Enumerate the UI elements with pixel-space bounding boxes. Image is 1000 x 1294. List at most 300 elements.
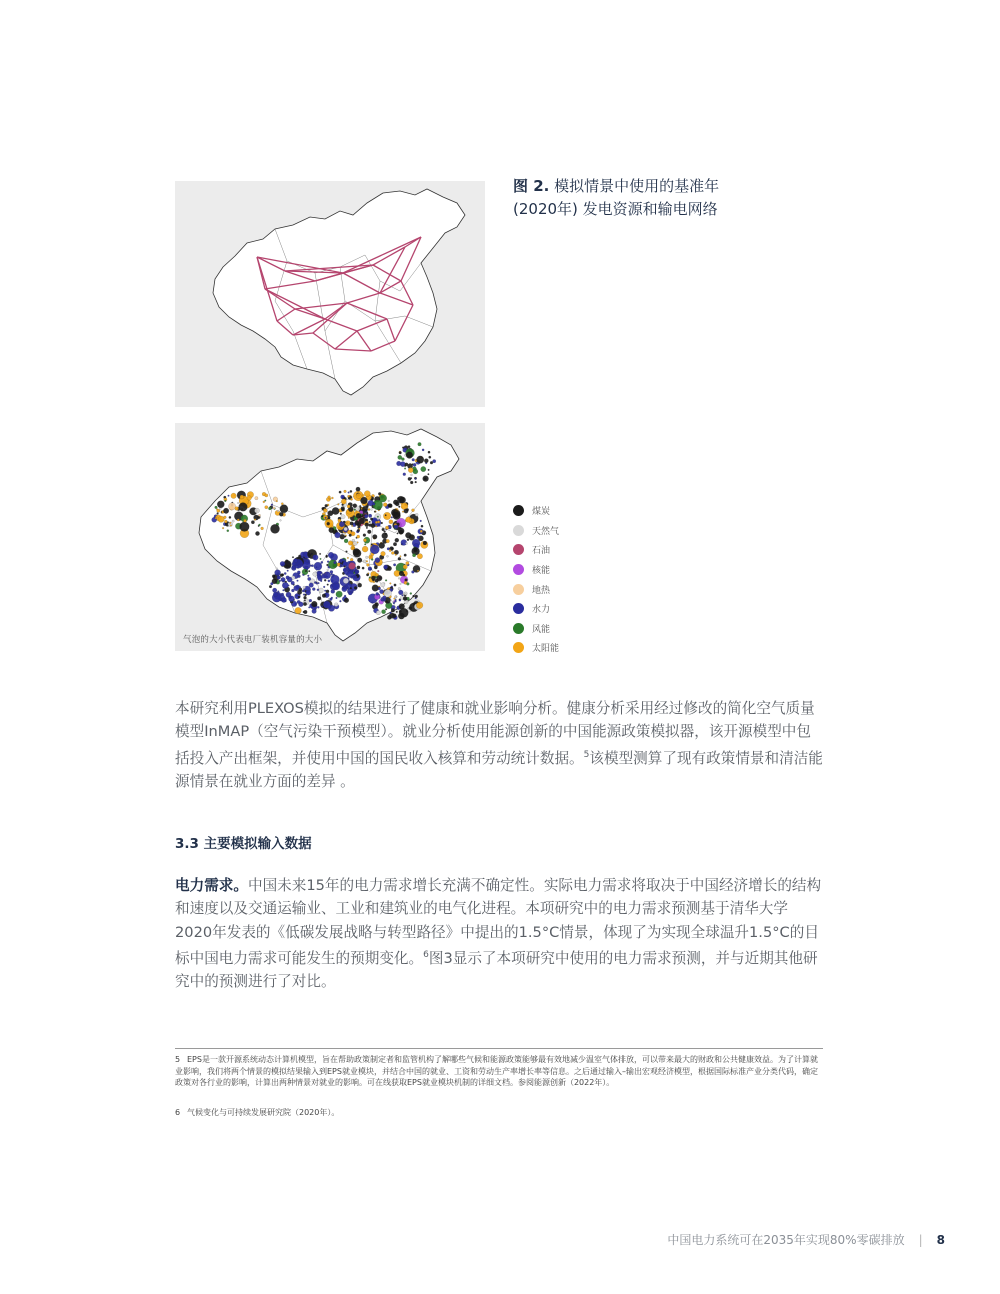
gas-dot: [280, 520, 282, 522]
coal-dot: [340, 513, 342, 515]
hydro-dot: [402, 594, 404, 596]
coal-dot: [350, 490, 352, 492]
coal-dot: [399, 497, 406, 504]
coal-dot: [223, 508, 229, 514]
coal-dot: [366, 527, 368, 529]
coal-dot: [329, 527, 334, 532]
coal-dot: [393, 500, 398, 505]
coal-dot: [217, 501, 224, 508]
coal-dot: [375, 579, 379, 583]
solar-dot: [235, 507, 239, 511]
gas-dot: [334, 603, 338, 607]
hydro-dot: [323, 601, 330, 608]
legend-item-oil: 石油: [513, 540, 559, 560]
solar-dot: [281, 503, 283, 505]
hydro-dot: [355, 570, 359, 574]
coal-dot: [399, 451, 402, 454]
hydro-dot: [342, 586, 347, 591]
coal-dot: [292, 556, 294, 558]
coal-dot: [288, 565, 290, 567]
solar-dot: [348, 541, 353, 546]
coal-dot: [270, 524, 279, 533]
wind-dot: [409, 449, 412, 452]
figure-label: 图 2.: [513, 177, 550, 195]
footnote-ref-5[interactable]: 5: [583, 749, 590, 760]
coal-dot: [428, 469, 430, 471]
china-map-outline-top: [175, 181, 485, 407]
coal-dot: [382, 528, 385, 531]
wind-dot: [215, 506, 218, 509]
coal-dot: [357, 566, 360, 569]
hydro-dot: [277, 591, 279, 593]
coal-icon: [513, 505, 524, 516]
hydro-dot: [313, 555, 319, 561]
legend-item-gas: 天然气: [513, 521, 559, 541]
coal-dot: [327, 522, 330, 525]
gas-dot: [415, 513, 418, 516]
coal-dot: [397, 533, 399, 535]
gas-dot: [371, 509, 373, 511]
coal-dot: [240, 522, 250, 532]
coal-dot: [344, 566, 346, 568]
coal-dot: [394, 584, 397, 587]
hydro-dot: [422, 449, 424, 451]
hydro-dot: [272, 588, 277, 593]
gas-dot: [303, 586, 306, 589]
coal-dot: [406, 452, 413, 459]
hydro-dot: [383, 565, 387, 569]
coal-dot: [311, 601, 317, 607]
solar-dot: [347, 557, 349, 559]
hydro-dot: [284, 572, 286, 574]
hydro-dot: [301, 556, 303, 558]
transmission-network-map: [175, 181, 485, 407]
coal-dot: [365, 523, 369, 527]
gas-dot: [353, 541, 357, 545]
solar-dot: [416, 602, 423, 609]
hydro-dot: [287, 570, 289, 572]
coal-dot: [416, 456, 423, 463]
gas-dot: [405, 542, 407, 544]
coal-dot: [402, 447, 404, 449]
coal-dot: [305, 570, 307, 572]
coal-dot: [424, 459, 428, 463]
hydro-dot: [291, 589, 294, 592]
wind-dot: [259, 524, 261, 526]
hydro-dot: [310, 565, 312, 567]
coal-dot: [415, 481, 417, 483]
hydro-dot: [298, 564, 301, 567]
coal-dot: [255, 531, 259, 535]
hydro-dot: [271, 504, 273, 506]
wind-dot: [224, 500, 226, 502]
hydro-dot: [318, 582, 320, 584]
gas-dot: [381, 583, 385, 587]
coal-dot: [344, 536, 346, 538]
coal-dot: [322, 594, 326, 598]
solar-dot: [406, 517, 412, 523]
coal-dot: [326, 556, 328, 558]
oil-dot: [377, 570, 379, 572]
solar-dot: [400, 556, 402, 558]
hydro-dot: [390, 612, 392, 614]
solar-dot: [231, 493, 237, 499]
wind-dot: [412, 554, 415, 557]
solar-dot: [364, 491, 370, 497]
solar-dot: [261, 527, 264, 530]
coal-dot: [350, 587, 352, 589]
hydro-dot: [291, 581, 295, 585]
wind-dot: [302, 569, 308, 575]
solar-dot: [276, 500, 278, 502]
hydro-dot: [433, 460, 436, 463]
hydro-dot: [343, 568, 347, 572]
coal-dot: [392, 614, 396, 618]
legend-item-nuclear: 核能: [513, 560, 559, 580]
coal-dot: [363, 534, 366, 537]
hydro-dot: [297, 580, 299, 582]
solar-dot: [403, 565, 407, 569]
hydro-dot: [281, 577, 286, 582]
coal-dot: [335, 530, 337, 532]
hydro-icon: [513, 603, 524, 614]
coal-dot: [281, 573, 284, 576]
coal-dot: [362, 567, 364, 569]
gas-dot: [313, 572, 317, 576]
solar-dot: [389, 550, 391, 552]
hydro-dot: [391, 517, 393, 519]
coal-dot: [379, 542, 385, 548]
hydro-dot: [302, 590, 304, 592]
solar-dot: [240, 495, 244, 499]
hydro-dot: [393, 564, 396, 567]
solar-dot: [337, 504, 339, 506]
china-map-outline-bottom: [175, 423, 485, 651]
coal-dot: [371, 523, 375, 527]
gas-dot: [343, 578, 349, 584]
coal-dot: [405, 463, 408, 466]
solar-dot: [265, 494, 268, 497]
hydro-dot: [317, 589, 319, 591]
footnote-ref-6[interactable]: 6: [423, 950, 429, 961]
coal-dot: [407, 539, 409, 541]
solar-dot: [331, 497, 333, 499]
solar-dot: [362, 546, 368, 552]
coal-dot: [381, 522, 383, 524]
hydro-dot: [376, 592, 379, 595]
wind-dot: [344, 539, 348, 543]
geothermal-dot: [228, 503, 235, 510]
gas-dot: [277, 510, 279, 512]
coal-dot: [408, 446, 410, 448]
hydro-dot: [320, 580, 322, 582]
coal-dot: [403, 596, 407, 600]
hydro-dot: [303, 594, 305, 596]
hydro-dot: [307, 577, 310, 580]
hydro-dot: [378, 524, 381, 527]
map-legend: [513, 501, 559, 658]
legend-item-wind: 风能: [513, 619, 559, 639]
coal-dot: [317, 597, 321, 601]
hydro-dot: [339, 600, 341, 602]
coal-dot: [367, 530, 371, 534]
solar-icon: [513, 642, 524, 653]
gas-dot: [388, 500, 390, 502]
solar-dot: [420, 530, 423, 533]
hydro-dot: [270, 582, 273, 585]
coal-dot: [395, 538, 399, 542]
coal-dot: [406, 508, 409, 511]
hydro-dot: [351, 591, 353, 593]
map-note: 气泡的大小代表电厂装机容量的大小: [183, 635, 323, 645]
coal-dot: [428, 451, 430, 453]
solar-dot: [338, 519, 341, 522]
solar-dot: [229, 522, 231, 524]
hydro-dot: [289, 596, 295, 602]
coal-dot: [326, 564, 328, 566]
wind-dot: [354, 509, 356, 511]
solar-dot: [347, 495, 349, 497]
coal-dot: [356, 487, 360, 491]
solar-dot: [237, 519, 239, 521]
coal-dot: [327, 584, 329, 586]
coal-dot: [410, 481, 413, 484]
hydro-dot: [309, 599, 312, 602]
coal-dot: [229, 516, 231, 518]
coal-dot: [319, 553, 321, 555]
hydro-dot: [340, 561, 342, 563]
coal-dot: [399, 608, 408, 617]
wind-dot: [227, 530, 229, 532]
hydro-dot: [299, 586, 301, 588]
hydro-dot: [399, 599, 401, 601]
gas-dot: [394, 596, 397, 599]
coal-dot: [304, 610, 308, 614]
gas-dot: [363, 560, 366, 563]
solar-dot: [350, 498, 352, 500]
solar-dot: [247, 496, 252, 501]
hydro-dot: [324, 590, 326, 592]
coal-dot: [396, 515, 398, 517]
hydro-dot: [282, 582, 288, 588]
coal-dot: [385, 608, 387, 610]
coal-dot: [413, 595, 415, 597]
hydro-dot: [314, 581, 316, 583]
hydro-dot: [279, 580, 281, 582]
coal-dot: [388, 504, 392, 508]
solar-dot: [218, 516, 224, 522]
coal-dot: [396, 611, 398, 613]
wind-dot: [398, 455, 402, 459]
hydro-dot: [372, 602, 374, 604]
solar-dot: [390, 583, 392, 585]
wind-dot: [320, 558, 322, 560]
coal-dot: [399, 571, 404, 576]
hydro-dot: [415, 478, 417, 480]
wind-dot: [406, 582, 409, 585]
coal-dot: [269, 585, 272, 588]
solar-dot: [383, 512, 391, 520]
solar-dot: [346, 522, 348, 524]
hydro-dot: [375, 557, 380, 562]
hydro-dot: [312, 588, 315, 591]
coal-dot: [350, 522, 354, 526]
gas-dot: [327, 569, 329, 571]
page-number: 8: [936, 1232, 945, 1247]
coal-dot: [280, 505, 288, 513]
hydro-dot: [307, 575, 309, 577]
footnote-5: 5 EPS是一款开源系统动态计算机模型，旨在帮助政策制定者和监管机构了解哪些气候和能源政策能够最有效地减少温室气体排放，可以带来最大的财政和公共健康效益。为了计算就业影响，我们将两个情景的模拟结果输入到EPS就业模块，并结合中国的就业、工资和劳动生产率增长率等信息。之后通过输入–输出宏观经济模型，根据国际标准产业分类代码，确定政策对各行业的影响，计算出两种情景对就业的影响。可在线获取EPS就业模块机制的详细文档。参阅能源创新（2022年）。: [175, 1055, 818, 1088]
solar-dot: [381, 551, 386, 556]
solar-dot: [366, 560, 368, 562]
solar-dot: [244, 519, 247, 522]
geothermal-dot: [273, 507, 275, 509]
geothermal-dot: [258, 514, 260, 516]
oil-icon: [513, 544, 524, 555]
hydro-dot: [395, 600, 397, 602]
coal-dot: [375, 603, 377, 605]
paragraph-lead: 电力需求。: [175, 877, 248, 894]
coal-dot: [385, 514, 387, 516]
solar-dot: [329, 498, 331, 500]
coal-dot: [325, 504, 328, 507]
gas-dot: [237, 502, 239, 504]
footer-title: 中国电力系统可在2035年实现80%零碳排放: [667, 1233, 905, 1247]
hydro-dot: [325, 517, 327, 519]
hydro-dot: [323, 586, 325, 588]
gas-dot: [404, 592, 407, 595]
solar-dot: [217, 509, 220, 512]
coal-dot: [391, 608, 395, 612]
section-heading: 3.3 主要模拟输入数据: [175, 836, 312, 852]
hydro-dot: [331, 573, 333, 575]
wind-dot: [410, 592, 412, 594]
solar-dot: [362, 494, 364, 496]
gas-dot: [411, 474, 413, 476]
coal-dot: [358, 583, 362, 587]
hydro-dot: [403, 473, 406, 476]
coal-dot: [370, 518, 373, 521]
nuclear-icon: [513, 564, 524, 575]
hydro-dot: [334, 561, 337, 564]
hydro-dot: [331, 597, 333, 599]
solar-dot: [351, 525, 353, 527]
hydro-dot: [364, 514, 368, 518]
hydro-dot: [277, 576, 281, 580]
gas-dot: [344, 527, 348, 531]
coal-dot: [298, 596, 300, 598]
solar-dot: [357, 535, 360, 538]
coal-dot: [217, 513, 219, 515]
hydro-dot: [343, 587, 345, 589]
gas-dot: [341, 514, 345, 518]
wind-dot: [268, 507, 271, 510]
wind-dot: [418, 442, 422, 446]
solar-dot: [368, 508, 370, 510]
hydro-dot: [321, 605, 323, 607]
wind-dot: [364, 543, 366, 545]
wind-dot: [382, 610, 386, 614]
hydro-dot: [317, 606, 319, 608]
solar-dot: [356, 493, 361, 498]
hydro-dot: [298, 602, 303, 607]
figure-title: 模拟情景中使用的基准年 (2020年) 发电资源和输电网络: [513, 177, 720, 218]
coal-dot: [346, 551, 348, 553]
coal-dot: [374, 511, 376, 513]
solar-dot: [389, 520, 393, 524]
coal-dot: [430, 461, 433, 464]
hydro-dot: [398, 590, 403, 595]
gas-dot: [276, 568, 278, 570]
coal-dot: [421, 525, 423, 527]
solar-dot: [350, 558, 353, 561]
coal-dot: [391, 547, 394, 550]
solar-dot: [391, 551, 394, 554]
coal-dot: [404, 554, 407, 557]
legend-item-coal: 煤炭: [513, 501, 559, 521]
footnote-6: 6 气候变化与可持续发展研究院（2020年）。: [175, 1108, 340, 1117]
coal-dot: [374, 566, 377, 569]
solar-dot: [363, 539, 366, 542]
coal-dot: [423, 541, 427, 545]
coal-dot: [349, 534, 352, 537]
gas-dot: [376, 611, 380, 615]
coal-dot: [362, 506, 368, 512]
coal-dot: [372, 585, 379, 592]
hydro-dot: [328, 580, 330, 582]
solar-dot: [417, 570, 419, 572]
coal-dot: [382, 533, 388, 539]
solar-dot: [323, 509, 327, 513]
coal-dot: [297, 590, 302, 595]
hydro-dot: [298, 575, 301, 578]
hydro-dot: [288, 585, 290, 587]
hydro-dot: [286, 576, 290, 580]
coal-dot: [357, 529, 360, 532]
hydro-dot: [372, 502, 375, 505]
coal-dot: [308, 570, 310, 572]
coal-dot: [366, 573, 369, 576]
wind-dot: [404, 468, 406, 470]
coal-dot: [303, 602, 307, 606]
coal-dot: [321, 515, 323, 517]
hydro-dot: [314, 562, 322, 570]
oil-dot: [348, 562, 355, 569]
coal-dot: [398, 557, 401, 560]
coal-dot: [324, 579, 326, 581]
wind-dot: [413, 469, 418, 474]
coal-dot: [361, 497, 368, 504]
footer-separator: |: [918, 1232, 923, 1247]
wind-dot: [385, 579, 387, 581]
coal-dot: [428, 473, 430, 475]
gas-dot: [398, 578, 400, 580]
hydro-dot: [355, 576, 358, 579]
hydro-dot: [379, 589, 383, 593]
hydro-dot: [394, 525, 398, 529]
hydro-dot: [368, 514, 372, 518]
wind-dot: [328, 560, 337, 569]
coal-dot: [397, 497, 399, 499]
solar-dot: [222, 527, 224, 529]
solar-dot: [406, 562, 409, 565]
solar-dot: [295, 607, 302, 614]
hydro-dot: [393, 602, 395, 604]
gas-dot: [400, 583, 402, 585]
legend-item-solar: 太阳能: [513, 638, 559, 658]
coal-dot: [359, 518, 365, 524]
hydro-dot: [275, 570, 281, 576]
